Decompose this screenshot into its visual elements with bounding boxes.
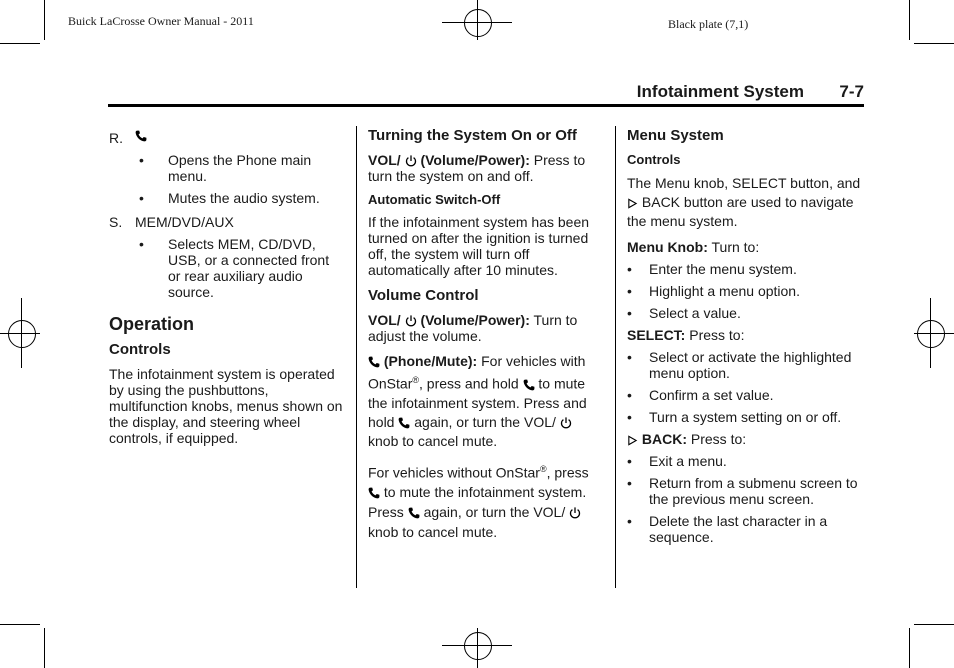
- phone-icon: [368, 356, 380, 368]
- back-icon: [627, 198, 638, 209]
- item-s: [109, 214, 343, 230]
- heading-menu-system: Menu System: [627, 127, 724, 144]
- item-r: [109, 130, 343, 146]
- plate-right: Black plate (7,1): [668, 17, 749, 31]
- list-item: • Delete the last character in a sequence.: [627, 513, 828, 545]
- item-s-label: S.: [109, 214, 123, 230]
- list-item: • Selects MEM, CD/DVD, USB, or a connected front or rear auxiliary audio source.: [139, 236, 330, 300]
- phone-icon: [368, 487, 380, 499]
- back-icon: [627, 435, 638, 446]
- heading-volume-control: Volume Control: [368, 287, 479, 304]
- list-item: • Mutes the audio system.: [139, 190, 320, 206]
- page-header: [108, 80, 864, 107]
- list-item: • Select a value.: [627, 305, 741, 321]
- heading-operation: Operation: [109, 314, 195, 334]
- controls-text: The infotainment system is operated by using the pushbuttons, multifunction knobs, menus shown on the display, and steering wheel controls, if equipped.: [109, 366, 343, 446]
- section-title: Infotainment System: [636, 82, 804, 101]
- crop-mark: [44, 628, 45, 668]
- crop-mark: [909, 628, 910, 668]
- plate-left: Buick LaCrosse Owner Manual - 2011: [68, 14, 254, 28]
- column-1: [109, 126, 343, 454]
- heading-controls: Controls: [627, 152, 681, 167]
- paragraph-select: SELECT: Press to:: [627, 327, 745, 343]
- column-divider: [356, 126, 357, 588]
- column-2: [368, 126, 604, 550]
- paragraph-without-onstar: For vehicles without OnStar®, press to mute the infotainment system. Press again, or turn the VOL/ knob to cancel mute.: [368, 463, 589, 541]
- crop-mark: [914, 624, 954, 625]
- paragraph-menu-knob: Menu Knob: Turn to:: [627, 239, 760, 255]
- heading-turning-on-off: Turning the System On or Off: [368, 127, 577, 144]
- power-icon: [405, 315, 417, 327]
- list-item: • Enter the menu system.: [627, 261, 797, 277]
- list-item: • Highlight a menu option.: [627, 283, 800, 299]
- list-item: • Select or activate the highlighted menu option.: [627, 349, 852, 381]
- paragraph-vol-power: VOL/ (Volume/Power): Press to turn the system on and off.: [368, 152, 586, 184]
- paragraph-menu-intro: The Menu knob, SELECT button, and BACK button are used to navigate the menu system.: [627, 175, 861, 229]
- power-icon: [569, 507, 581, 519]
- phone-icon: [398, 417, 410, 429]
- power-icon: [560, 417, 572, 429]
- paragraph-vol-adjust: VOL/ (Volume/Power): Turn to adjust the volume.: [368, 312, 578, 344]
- phone-icon: [135, 130, 147, 142]
- crop-mark: [44, 0, 45, 40]
- paragraph-auto-switch-off: If the infotainment system has been turned on after the ignition is turned off, the system will turn off automatically after 10 minutes.: [368, 214, 590, 278]
- paragraph-back: BACK: Press to:: [627, 431, 865, 447]
- phone-icon: [408, 507, 420, 519]
- paragraph-phone-mute: (Phone/Mute): For vehicles with OnStar®, press and hold to mute the infotainment system. Press and hold again, or turn the VOL/ knob to cancel mute.: [368, 353, 587, 449]
- power-icon: [405, 155, 417, 167]
- item-s-name: MEM/DVD/AUX: [135, 214, 234, 230]
- crop-mark: [909, 0, 910, 40]
- page-number: 7-7: [839, 82, 864, 101]
- item-r-label: R.: [109, 130, 123, 146]
- column-3: [627, 126, 865, 545]
- list-item: • Turn a system setting on or off.: [627, 409, 842, 425]
- list-item: • Return from a submenu screen to the previous menu screen.: [627, 475, 858, 507]
- crop-mark: [0, 624, 40, 625]
- column-divider: [615, 126, 616, 588]
- crop-mark: [914, 43, 954, 44]
- list-item: • Confirm a set value.: [627, 387, 774, 403]
- heading-controls: Controls: [109, 341, 171, 358]
- crop-mark: [0, 43, 40, 44]
- list-item: • Exit a menu.: [627, 453, 727, 469]
- heading-auto-switch-off: Automatic Switch-Off: [368, 192, 501, 207]
- phone-icon: [523, 379, 535, 391]
- list-item: • Opens the Phone main menu.: [139, 152, 312, 184]
